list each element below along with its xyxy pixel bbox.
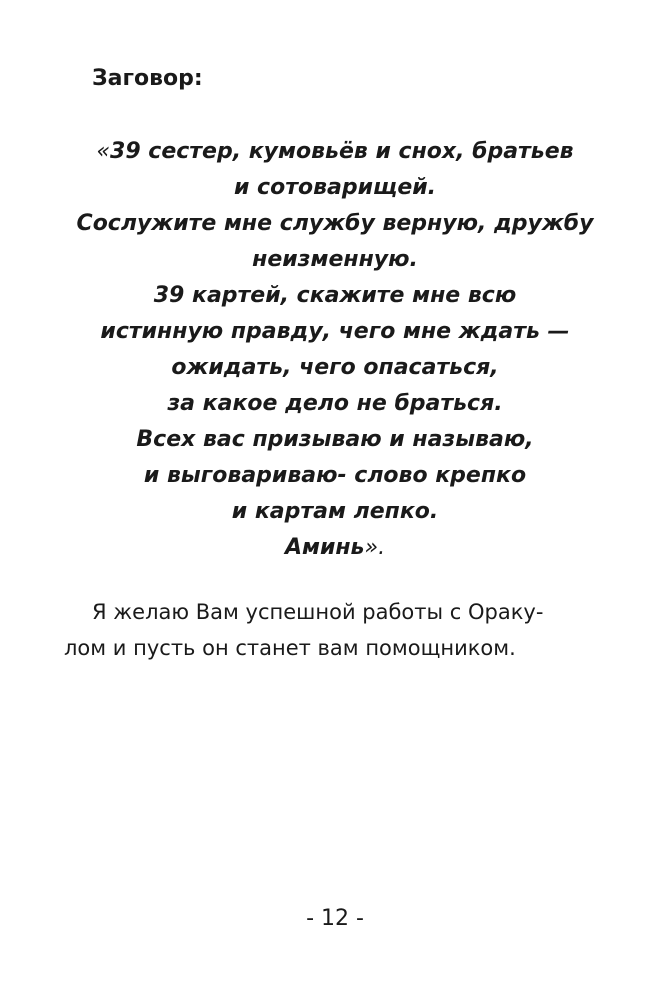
closing-quote: ». bbox=[364, 535, 386, 560]
incantation-line: истинную правду, чего мне ждать — bbox=[100, 319, 570, 344]
incantation-line-text: Аминь bbox=[284, 535, 365, 560]
paragraph-line: лом и пусть он станет вам помощником. bbox=[64, 636, 516, 660]
incantation-line: за какое дело не браться. bbox=[167, 391, 503, 416]
incantation-line: и выговариваю- слово крепко bbox=[143, 463, 527, 488]
incantation-text bbox=[40, 134, 630, 566]
section-heading: Заговор: bbox=[92, 66, 203, 91]
paragraph-line: Я желаю Вам успешной работы с Ораку- bbox=[92, 600, 544, 624]
wish-paragraph bbox=[64, 594, 620, 666]
opening-quote: « bbox=[96, 139, 111, 164]
incantation-line: Сослужите мне службу верную, дружбу bbox=[76, 211, 594, 236]
incantation-line bbox=[40, 134, 630, 170]
incantation-line: и картам лепко. bbox=[231, 499, 439, 524]
incantation-line: Всех вас призываю и называю, bbox=[136, 427, 534, 452]
page-number: - 12 - bbox=[306, 906, 364, 931]
incantation-line: и сотоварищей. bbox=[233, 175, 437, 200]
incantation-line: неизменную. bbox=[252, 247, 418, 272]
incantation-line-text: 39 сестер, кумовьёв и снох, братьев bbox=[110, 139, 574, 164]
incantation-line bbox=[40, 530, 630, 566]
incantation-line: 39 картей, скажите мне всю bbox=[153, 283, 517, 308]
incantation-line: ожидать, чего опасаться, bbox=[171, 355, 499, 380]
